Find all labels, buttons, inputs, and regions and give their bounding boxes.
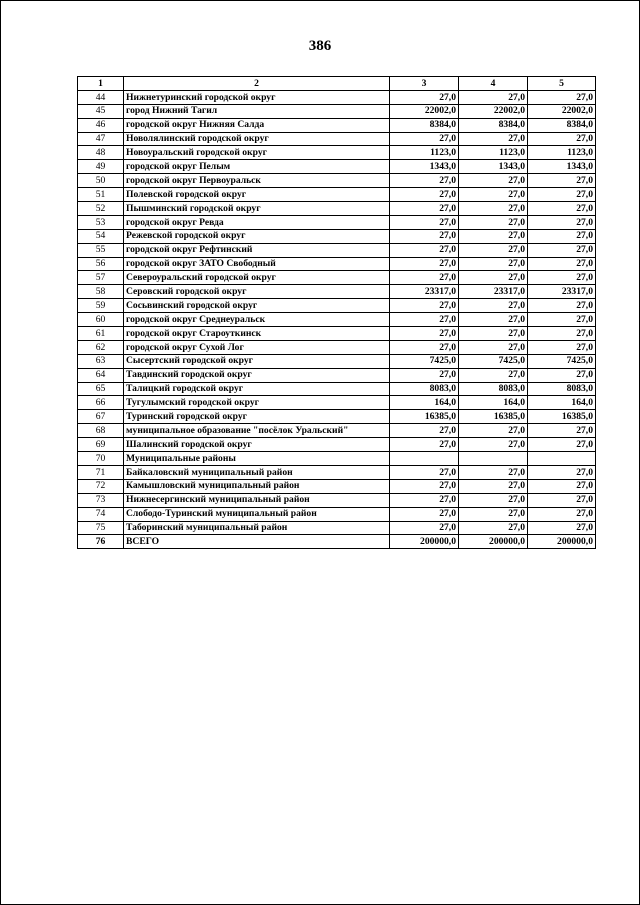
amount-col-4-cell: 16385,0 [459,410,528,424]
amount-col-4-cell: 27,0 [459,243,528,257]
row-number-cell: 76 [78,535,124,549]
row-number-cell: 67 [78,410,124,424]
amount-col-3-cell: 27,0 [390,424,459,438]
amount-col-5-cell: 16385,0 [528,410,596,424]
amount-col-3-cell: 27,0 [390,368,459,382]
table-row [78,243,596,257]
municipality-name-cell: Байкаловский муниципальный район [124,465,390,479]
table-row [78,396,596,410]
amount-col-5-cell: 27,0 [528,368,596,382]
municipality-name-cell: Муниципальные районы [124,452,390,466]
table-row [78,132,596,146]
amount-col-5-cell: 27,0 [528,438,596,452]
page-number: 386 [308,38,332,54]
amount-col-3-cell: 27,0 [390,438,459,452]
amount-col-3-cell: 27,0 [390,243,459,257]
table-row [78,215,596,229]
amount-col-3-cell: 27,0 [390,507,459,521]
municipality-name-cell: Таборинский муниципальный район [124,521,390,535]
amount-col-4-cell: 8384,0 [459,118,528,132]
municipality-name-cell: Тугулымский городской округ [124,396,390,410]
table-row [78,465,596,479]
amount-col-3-cell: 8384,0 [390,118,459,132]
municipality-name-cell: Тавдинский городской округ [124,368,390,382]
amount-col-5-cell: 27,0 [528,507,596,521]
municipality-name-cell: городской округ Пелым [124,160,390,174]
row-number-cell: 47 [78,132,124,146]
municipality-name-cell: Новоуральский городской округ [124,146,390,160]
municipality-name-cell: городской округ Сухой Лог [124,340,390,354]
amount-col-5-cell: 27,0 [528,271,596,285]
amount-col-3-cell: 27,0 [390,202,459,216]
amount-col-4-cell: 27,0 [459,493,528,507]
municipality-name-cell: городской округ Нижняя Салда [124,118,390,132]
table-row [78,479,596,493]
amount-col-5-cell: 8083,0 [528,382,596,396]
row-number-cell: 53 [78,215,124,229]
row-number-cell: 71 [78,465,124,479]
amount-col-3-cell: 27,0 [390,271,459,285]
amount-col-5-cell: 27,0 [528,465,596,479]
amount-col-5-cell [528,452,596,466]
amount-col-4-cell: 27,0 [459,271,528,285]
table-row [78,118,596,132]
table-row [78,188,596,202]
amount-col-4-cell: 27,0 [459,327,528,341]
table-row [78,521,596,535]
header-col-3: 3 [390,77,459,91]
amount-col-5-cell: 7425,0 [528,354,596,368]
amount-col-5-cell: 27,0 [528,243,596,257]
municipality-name-cell: Нижнесергинский муниципальный район [124,493,390,507]
table-row [78,438,596,452]
row-number-cell: 64 [78,368,124,382]
amount-col-5-cell: 27,0 [528,215,596,229]
amount-col-3-cell: 8083,0 [390,382,459,396]
amount-col-4-cell: 23317,0 [459,285,528,299]
table-row [78,104,596,118]
row-number-cell: 48 [78,146,124,160]
table-row [78,507,596,521]
amount-col-3-cell: 27,0 [390,340,459,354]
amount-col-5-cell: 27,0 [528,90,596,104]
amount-col-3-cell: 23317,0 [390,285,459,299]
municipality-name-cell: Новолялинский городской округ [124,132,390,146]
municipality-name-cell: муниципальное образование "посёлок Уральский" [124,424,390,438]
table-row [78,493,596,507]
table-row [78,340,596,354]
table-row [78,424,596,438]
header-col-4: 4 [459,77,528,91]
amount-col-3-cell: 27,0 [390,479,459,493]
municipality-name-cell: Сысертский городской округ [124,354,390,368]
row-number-cell: 56 [78,257,124,271]
row-number-cell: 61 [78,327,124,341]
municipality-name-cell: Нижнетуринский городской округ [124,90,390,104]
amount-col-5-cell: 27,0 [528,132,596,146]
amount-col-4-cell: 27,0 [459,465,528,479]
table-row [78,354,596,368]
amount-col-5-cell: 27,0 [528,479,596,493]
amount-col-5-cell: 27,0 [528,493,596,507]
amount-col-5-cell: 27,0 [528,313,596,327]
amount-col-4-cell: 27,0 [459,90,528,104]
amount-col-4-cell: 27,0 [459,174,528,188]
municipality-name-cell: Шалинский городской округ [124,438,390,452]
amount-col-3-cell: 27,0 [390,299,459,313]
amount-col-4-cell: 1343,0 [459,160,528,174]
row-number-cell: 69 [78,438,124,452]
municipality-name-cell: Полевской городской округ [124,188,390,202]
amount-col-3-cell: 27,0 [390,521,459,535]
amount-col-4-cell: 27,0 [459,202,528,216]
row-number-cell: 58 [78,285,124,299]
amount-col-4-cell: 27,0 [459,340,528,354]
amount-col-3-cell: 16385,0 [390,410,459,424]
amount-col-4-cell: 7425,0 [459,354,528,368]
municipality-name-cell: городской округ Ревда [124,215,390,229]
amount-col-5-cell: 27,0 [528,188,596,202]
row-number-cell: 52 [78,202,124,216]
amount-col-3-cell [390,452,459,466]
row-number-cell: 55 [78,243,124,257]
table-row [78,313,596,327]
amount-col-5-cell: 8384,0 [528,118,596,132]
table-row [78,90,596,104]
table-row [78,452,596,466]
row-number-cell: 44 [78,90,124,104]
municipality-name-cell: Серовский городской округ [124,285,390,299]
amount-col-5-cell: 27,0 [528,299,596,313]
amount-col-4-cell: 27,0 [459,438,528,452]
amount-col-3-cell: 1123,0 [390,146,459,160]
municipality-name-cell: Сосьвинский городской округ [124,299,390,313]
allocation-table [77,76,596,549]
row-number-cell: 72 [78,479,124,493]
amount-col-5-cell: 164,0 [528,396,596,410]
amount-col-4-cell: 27,0 [459,424,528,438]
amount-col-3-cell: 27,0 [390,327,459,341]
row-number-cell: 65 [78,382,124,396]
amount-col-3-cell: 164,0 [390,396,459,410]
amount-col-4-cell: 27,0 [459,507,528,521]
table-row [78,202,596,216]
header-col-1: 1 [78,77,124,91]
table-row [78,327,596,341]
table-row [78,146,596,160]
row-number-cell: 75 [78,521,124,535]
table-row [78,368,596,382]
header-col-5: 5 [528,77,596,91]
municipality-name-cell: Слободо-Туринский муниципальный район [124,507,390,521]
municipality-name-cell: Туринский городской округ [124,410,390,424]
row-number-cell: 73 [78,493,124,507]
amount-col-5-cell: 200000,0 [528,535,596,549]
table-row [78,229,596,243]
municipality-name-cell: городской округ Рефтинский [124,243,390,257]
table-header-row [78,77,596,91]
table-row [78,382,596,396]
municipality-name-cell: ВСЕГО [124,535,390,549]
row-number-cell: 68 [78,424,124,438]
amount-col-5-cell: 27,0 [528,424,596,438]
amount-col-3-cell: 7425,0 [390,354,459,368]
amount-col-3-cell: 27,0 [390,493,459,507]
table-row [78,174,596,188]
header-col-2: 2 [124,77,390,91]
row-number-cell: 62 [78,340,124,354]
row-number-cell: 46 [78,118,124,132]
amount-col-4-cell: 164,0 [459,396,528,410]
row-number-cell: 63 [78,354,124,368]
amount-col-4-cell: 27,0 [459,521,528,535]
municipality-name-cell: городской округ ЗАТО Свободный [124,257,390,271]
municipality-name-cell: город Нижний Тагил [124,104,390,118]
row-number-cell: 59 [78,299,124,313]
amount-col-4-cell: 27,0 [459,229,528,243]
municipality-name-cell: Талицкий городской округ [124,382,390,396]
amount-col-3-cell: 27,0 [390,132,459,146]
amount-col-4-cell: 27,0 [459,188,528,202]
amount-col-4-cell: 22002,0 [459,104,528,118]
amount-col-4-cell: 27,0 [459,368,528,382]
amount-col-3-cell: 27,0 [390,313,459,327]
row-number-cell: 50 [78,174,124,188]
amount-col-4-cell: 27,0 [459,215,528,229]
amount-col-4-cell: 27,0 [459,257,528,271]
municipality-name-cell: Режевской городской округ [124,229,390,243]
row-number-cell: 60 [78,313,124,327]
row-number-cell: 54 [78,229,124,243]
municipality-name-cell: городской округ Староуткинск [124,327,390,341]
amount-col-3-cell: 22002,0 [390,104,459,118]
amount-col-3-cell: 27,0 [390,215,459,229]
row-number-cell: 74 [78,507,124,521]
row-number-cell: 70 [78,452,124,466]
amount-col-4-cell: 27,0 [459,132,528,146]
amount-col-4-cell: 27,0 [459,313,528,327]
table-row [78,299,596,313]
table-row [78,285,596,299]
amount-col-5-cell: 1123,0 [528,146,596,160]
amount-col-5-cell: 27,0 [528,229,596,243]
amount-col-5-cell: 27,0 [528,521,596,535]
amount-col-3-cell: 27,0 [390,465,459,479]
amount-col-4-cell: 200000,0 [459,535,528,549]
amount-col-4-cell: 27,0 [459,299,528,313]
table-row [78,535,596,549]
amount-col-4-cell [459,452,528,466]
amount-col-3-cell: 27,0 [390,188,459,202]
municipality-name-cell: городской округ Первоуральск [124,174,390,188]
table-row [78,160,596,174]
table-row [78,257,596,271]
row-number-cell: 49 [78,160,124,174]
amount-col-3-cell: 1343,0 [390,160,459,174]
row-number-cell: 66 [78,396,124,410]
municipality-name-cell: городской округ Среднеуральск [124,313,390,327]
amount-col-5-cell: 27,0 [528,327,596,341]
row-number-cell: 51 [78,188,124,202]
municipality-name-cell: Североуральский городской округ [124,271,390,285]
amount-col-3-cell: 200000,0 [390,535,459,549]
amount-col-5-cell: 22002,0 [528,104,596,118]
amount-col-5-cell: 27,0 [528,340,596,354]
table-body [78,90,596,548]
row-number-cell: 57 [78,271,124,285]
amount-col-5-cell: 27,0 [528,174,596,188]
municipality-name-cell: Камышловский муниципальный район [124,479,390,493]
amount-col-3-cell: 27,0 [390,174,459,188]
amount-col-5-cell: 23317,0 [528,285,596,299]
amount-col-5-cell: 27,0 [528,202,596,216]
amount-col-5-cell: 1343,0 [528,160,596,174]
row-number-cell: 45 [78,104,124,118]
amount-col-4-cell: 1123,0 [459,146,528,160]
amount-col-4-cell: 27,0 [459,479,528,493]
amount-col-3-cell: 27,0 [390,229,459,243]
amount-col-5-cell: 27,0 [528,257,596,271]
table-row [78,410,596,424]
amount-col-4-cell: 8083,0 [459,382,528,396]
amount-col-3-cell: 27,0 [390,257,459,271]
municipality-name-cell: Пышминский городской округ [124,202,390,216]
amount-col-3-cell: 27,0 [390,90,459,104]
table-row [78,271,596,285]
